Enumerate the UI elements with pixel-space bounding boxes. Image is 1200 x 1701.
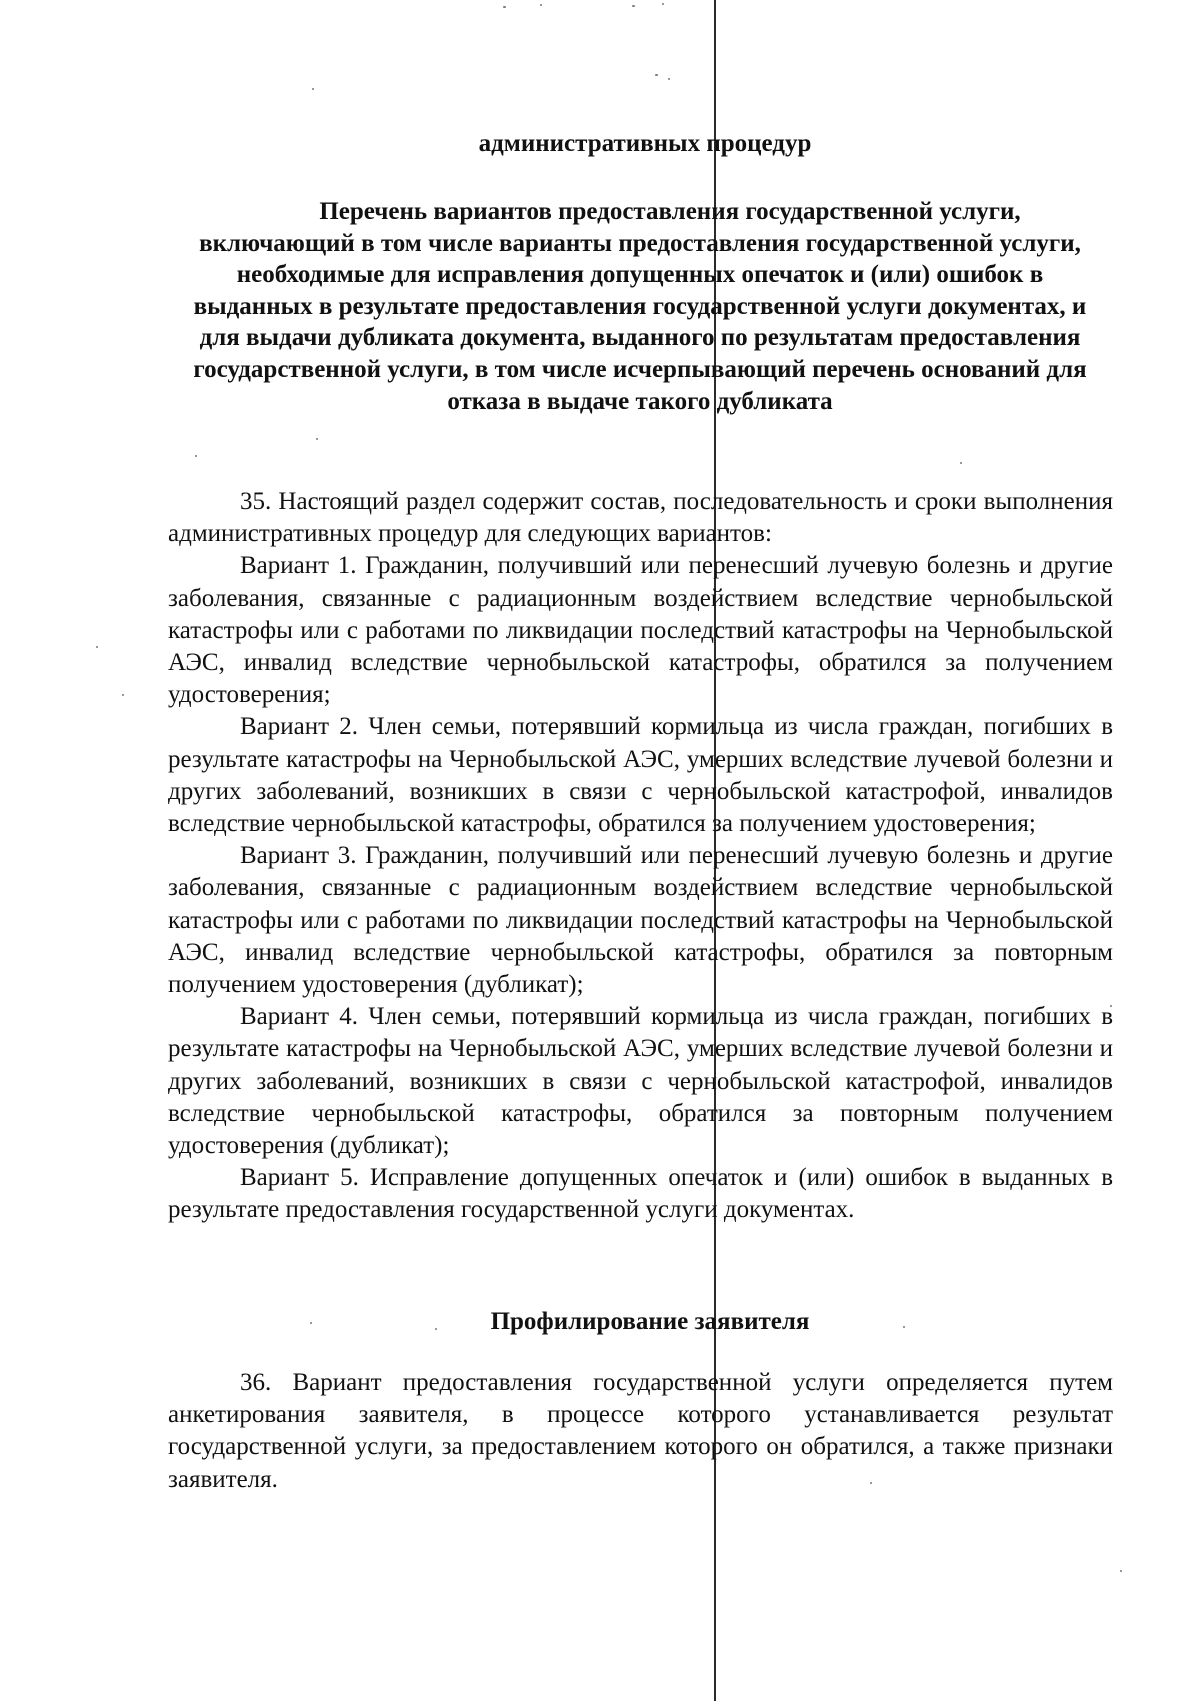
scan-speck [312, 88, 314, 90]
variant-5: Вариант 5. Исправление допущенных опечаток и (или) ошибок в выданных в результате предоставления государственной услуги документах. [168, 1164, 1113, 1224]
scan-speck [503, 6, 506, 8]
paragraph-35-intro: 35. Настоящий раздел содержит состав, последовательность и сроки выполнения административных процедур для следующих вариантов: [168, 488, 1113, 548]
paragraph-35-block [168, 486, 1113, 1227]
section-heading: Перечень вариантов предоставления государственной услуги, включающий в том числе варианты предоставления государственной услуги, необходимые для исправления допущенных опечаток и (или) ошибок в выданных в результате предоставления государственной услуги документах, и для выдачи дубликата документа, выданного по результатам предоставления государственной услуги, в том числе исчерпывающий перечень оснований для отказа в выдаче такого дубликата [193, 198, 1087, 415]
variant-4: Вариант 4. Член семьи, потерявший кормильца из числа граждан, погибших в результате катастрофы на Чернобыльской АЭС, умерших вследствие лучевой болезни и других заболеваний, возникших в связи с чернобыльской катастрофой, инвалидов вследствие чернобыльской катастрофы, обратился за повторным получением удостоверения (дубликат); [168, 1003, 1113, 1160]
scan-speck [316, 438, 318, 440]
scan-speck [960, 462, 962, 464]
scan-speck [632, 5, 635, 7]
variant-2: Вариант 2. Член семьи, потерявший кормильца из числа граждан, погибших в результате катастрофы на Чернобыльской АЭС, умерших вследствие лучевой болезни и других заболеваний, возникших в связи с чернобыльской катастрофой, инвалидов вследствие чернобыльской катастрофы, обратился за получением удостоверения; [168, 713, 1113, 838]
header-title-fragment: административных процедур [478, 130, 812, 157]
variant-3: Вариант 3. Гражданин, получивший или перенесший лучевую болезнь и другие заболевания, связанные с радиационным воздействием вследствие чернобыльской катастрофы или с работами по ликвидации последствий катастрофы на Чернобыльской АЭС, инвалид вследствие чернобыльской катастрофы, обратился за повторным получением удостоверения (дубликат); [168, 842, 1113, 999]
paragraph-36-block [168, 1367, 1113, 1496]
scan-speck [655, 74, 658, 76]
scan-speck [662, 3, 664, 5]
scan-speck [195, 455, 197, 457]
scan-speck [122, 694, 124, 696]
paragraph-36: 36. Вариант предоставления государственной услуги определяется путем анкетирования заявителя, в процессе которого устанавливается результат государственной услуги, за предоставлением которого он обратился, а также признаки заявителя. [168, 1369, 1113, 1493]
scan-speck [668, 78, 670, 80]
scan-speck [1120, 1570, 1122, 1572]
profile-heading: Профилирование заявителя [490, 1308, 810, 1335]
scan-speck [96, 646, 98, 648]
scan-speck [540, 4, 542, 6]
variant-1: Вариант 1. Гражданин, получивший или перенесший лучевую болезнь и другие заболевания, связанные с радиационным воздействием вследствие чернобыльской катастрофы или с работами по ликвидации последствий катастрофы на Чернобыльской АЭС, инвалид вследствие чернобыльской катастрофы, обратился за получением удостоверения; [168, 552, 1113, 709]
